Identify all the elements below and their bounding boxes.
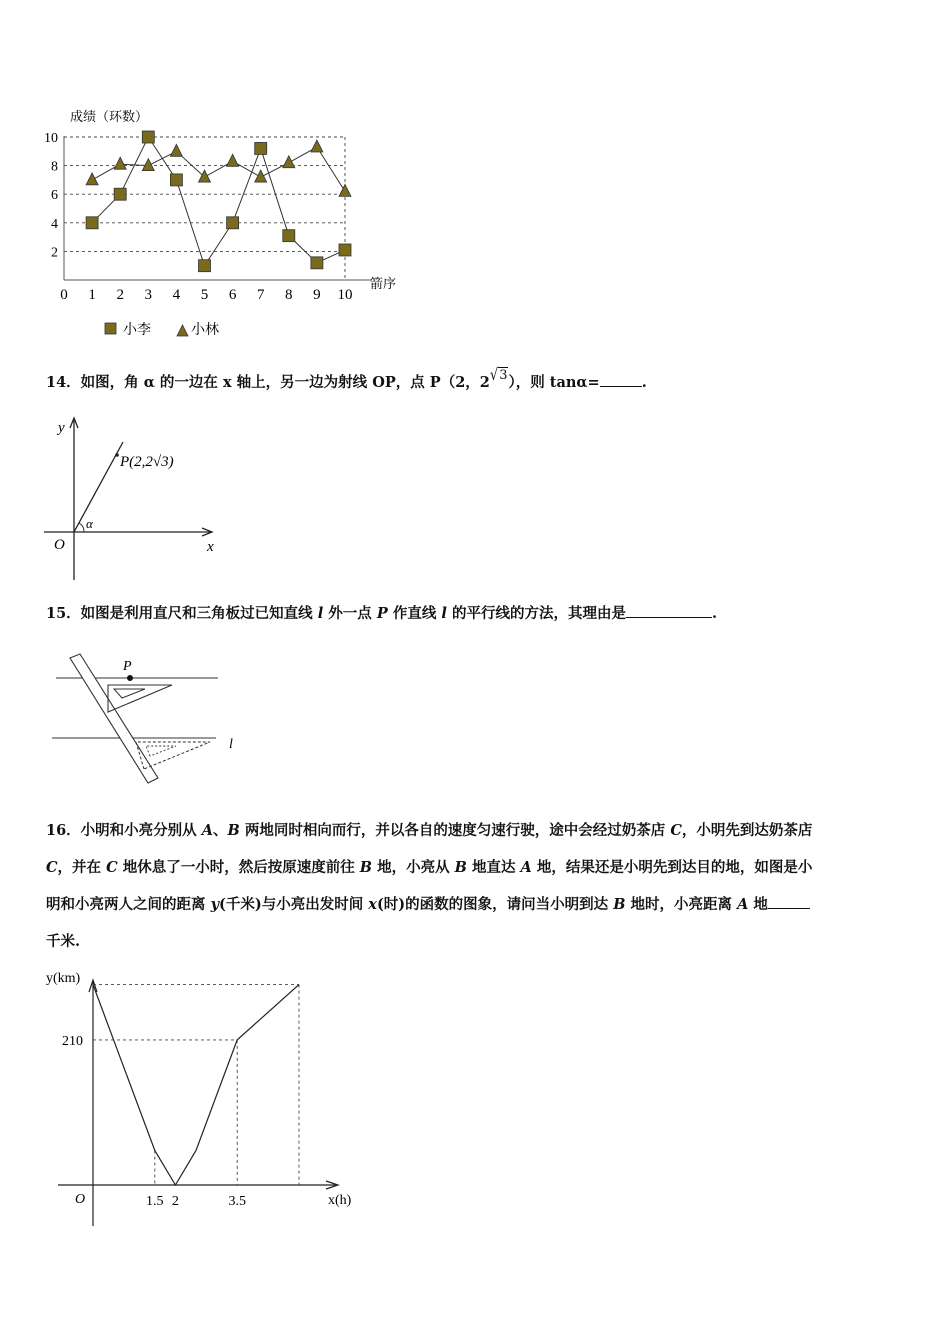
q14-answer-blank[interactable]: [600, 372, 642, 387]
q15-point-p: P: [376, 605, 388, 622]
chart-point-triangle: [283, 156, 295, 168]
chart-x-tick-label: 10: [337, 287, 353, 303]
legend-square-icon: [105, 323, 116, 334]
fig16-x-tick-label: 2: [171, 1194, 179, 1209]
fig15-triangle-bottom-inner: [146, 746, 176, 756]
chart-y-tick-label: 2: [51, 245, 58, 261]
chart-point-square: [227, 217, 239, 229]
chart-point-square: [255, 142, 267, 154]
chart-point-square: [114, 188, 126, 200]
q16-line-2: C，并在 C 地休息了一小时，然后按原速度前往 B 地，小亮从 B 地直达 A 地，结果还是小明先到达目的地，如图是小: [46, 859, 813, 876]
fig16-distance-time-graph: [40, 962, 370, 1234]
chart-y-ticks: [44, 131, 58, 260]
fig16-x-tick-label: 3.5: [228, 1194, 246, 1209]
chart-series-line-2: [92, 147, 345, 191]
fig16-guide-lines: [93, 985, 299, 1185]
fig14-y-label: y: [58, 420, 65, 436]
chart-y-tick-label: 10: [44, 131, 58, 146]
q16-answer-blank[interactable]: [768, 894, 810, 909]
fig16-x-ticks: [146, 1194, 246, 1209]
chart-y-tick-label: 6: [51, 188, 58, 204]
chart-point-square: [86, 217, 98, 229]
q15-text-3: 作直线: [387, 605, 442, 622]
chart-point-square: [142, 131, 154, 143]
q15-answer-blank[interactable]: [626, 603, 712, 618]
q14-text-b: ），则 tanα=: [508, 374, 600, 391]
fig16-y-tick-210: 210: [62, 1033, 83, 1049]
q16-line-4: 千米.: [46, 933, 81, 950]
fig16-x-label: x(h): [328, 1193, 352, 1208]
fig15-ruler: [70, 654, 158, 783]
q14-text-c: .: [641, 374, 647, 391]
q14-text-a: 14．如图，角 α 的一边在 x 轴上，另一边为射线 OP，点 P（2，2: [46, 374, 490, 391]
chart-point-square: [283, 230, 295, 242]
fig14-x-label: x: [207, 539, 214, 555]
question-14: [46, 366, 647, 394]
chart-point-square: [199, 260, 211, 272]
chart-y-tick-label: 4: [51, 216, 58, 232]
score-chart: [40, 100, 420, 350]
chart-x-tick-label: 1: [88, 287, 96, 303]
q14-sqrt: √3: [489, 366, 508, 385]
chart-x-tick-label: 2: [116, 287, 124, 303]
q16-line-1: 16．小明和小亮分别从 A、B 两地同时相向而行，并以各自的速度匀速行驶，途中会经过奶茶店 C，小明先到达奶茶店: [46, 822, 813, 839]
chart-x-tick-label: 0: [60, 287, 68, 303]
question-15: [46, 603, 717, 624]
chart-x-tick-label: 3: [144, 287, 153, 303]
fig14-angle-arc: [79, 523, 84, 532]
chart-x-ticks: [60, 287, 352, 303]
q14-sqrt-value: 3: [499, 368, 508, 383]
chart-x-tick-label: 7: [256, 287, 265, 303]
fig14-origin-label: O: [54, 537, 65, 553]
chart-series-line-1: [92, 137, 345, 266]
fig16-y-label: y(km): [46, 971, 81, 986]
chart-point-triangle: [199, 170, 211, 182]
chart-x-tick-label: 4: [172, 287, 181, 303]
chart-x-tick-label: 6: [228, 287, 237, 303]
chart-point-triangle: [170, 144, 182, 156]
fig14-point-p: [115, 453, 119, 457]
chart-x-tick-label: 8: [285, 287, 293, 303]
fig15-point-p: [127, 675, 133, 681]
q15-text-2: 外一点: [323, 605, 377, 622]
chart-x-tick-label: 9: [313, 287, 321, 303]
chart-y-tick-label: 8: [51, 159, 58, 175]
q15-line-l2: l: [441, 605, 447, 622]
legend-label-xiaoli: 小李: [123, 322, 151, 338]
q15-line-l: l: [317, 605, 324, 622]
q15-text-5: .: [711, 605, 718, 622]
fig15-triangle-top-inner: [114, 689, 145, 698]
legend-triangle-icon: [177, 325, 188, 336]
fig15-p-label: P: [123, 659, 132, 674]
chart-point-square: [311, 257, 323, 269]
fig14-alpha-label: α: [86, 516, 93, 531]
chart-point-square: [170, 174, 182, 186]
fig16-x-tick-label: 1.5: [146, 1194, 164, 1209]
question-16: [46, 812, 908, 960]
chart-point-triangle: [255, 170, 267, 182]
fig14-angle-diagram: [40, 412, 230, 584]
legend-label-xiaolin: 小林: [191, 322, 219, 338]
fig16-curve: [93, 985, 299, 1185]
chart-point-triangle: [339, 184, 351, 196]
chart-x-tick-label: 5: [200, 287, 209, 303]
chart-series: [86, 131, 351, 272]
q15-text-4: 的平行线的方法，其理由是: [446, 605, 626, 622]
fig14-p-label: P(2,2√3): [120, 454, 174, 470]
chart-point-triangle: [86, 173, 98, 185]
chart-point-triangle: [114, 157, 126, 169]
chart-point-triangle: [142, 159, 154, 171]
chart-y-label: 成绩（环数）: [70, 110, 149, 125]
chart-point-square: [339, 244, 351, 256]
fig15-l-label: l: [229, 737, 233, 752]
q15-text-1: 15．如图是利用直尺和三角板过已知直线: [46, 605, 318, 622]
chart-point-triangle: [227, 154, 239, 166]
chart-x-label: 箭序: [370, 277, 397, 292]
fig15-ruler-triangle-diagram: [48, 650, 248, 790]
chart-point-triangle: [311, 140, 323, 152]
fig16-origin-label: O: [75, 1192, 86, 1207]
q16-line-3: 明和小亮两人之间的距离 y(千米)与小亮出发时间 x(时)的函数的图象，请问当小明到达 B 地时，小亮距离 A 地: [46, 886, 908, 923]
